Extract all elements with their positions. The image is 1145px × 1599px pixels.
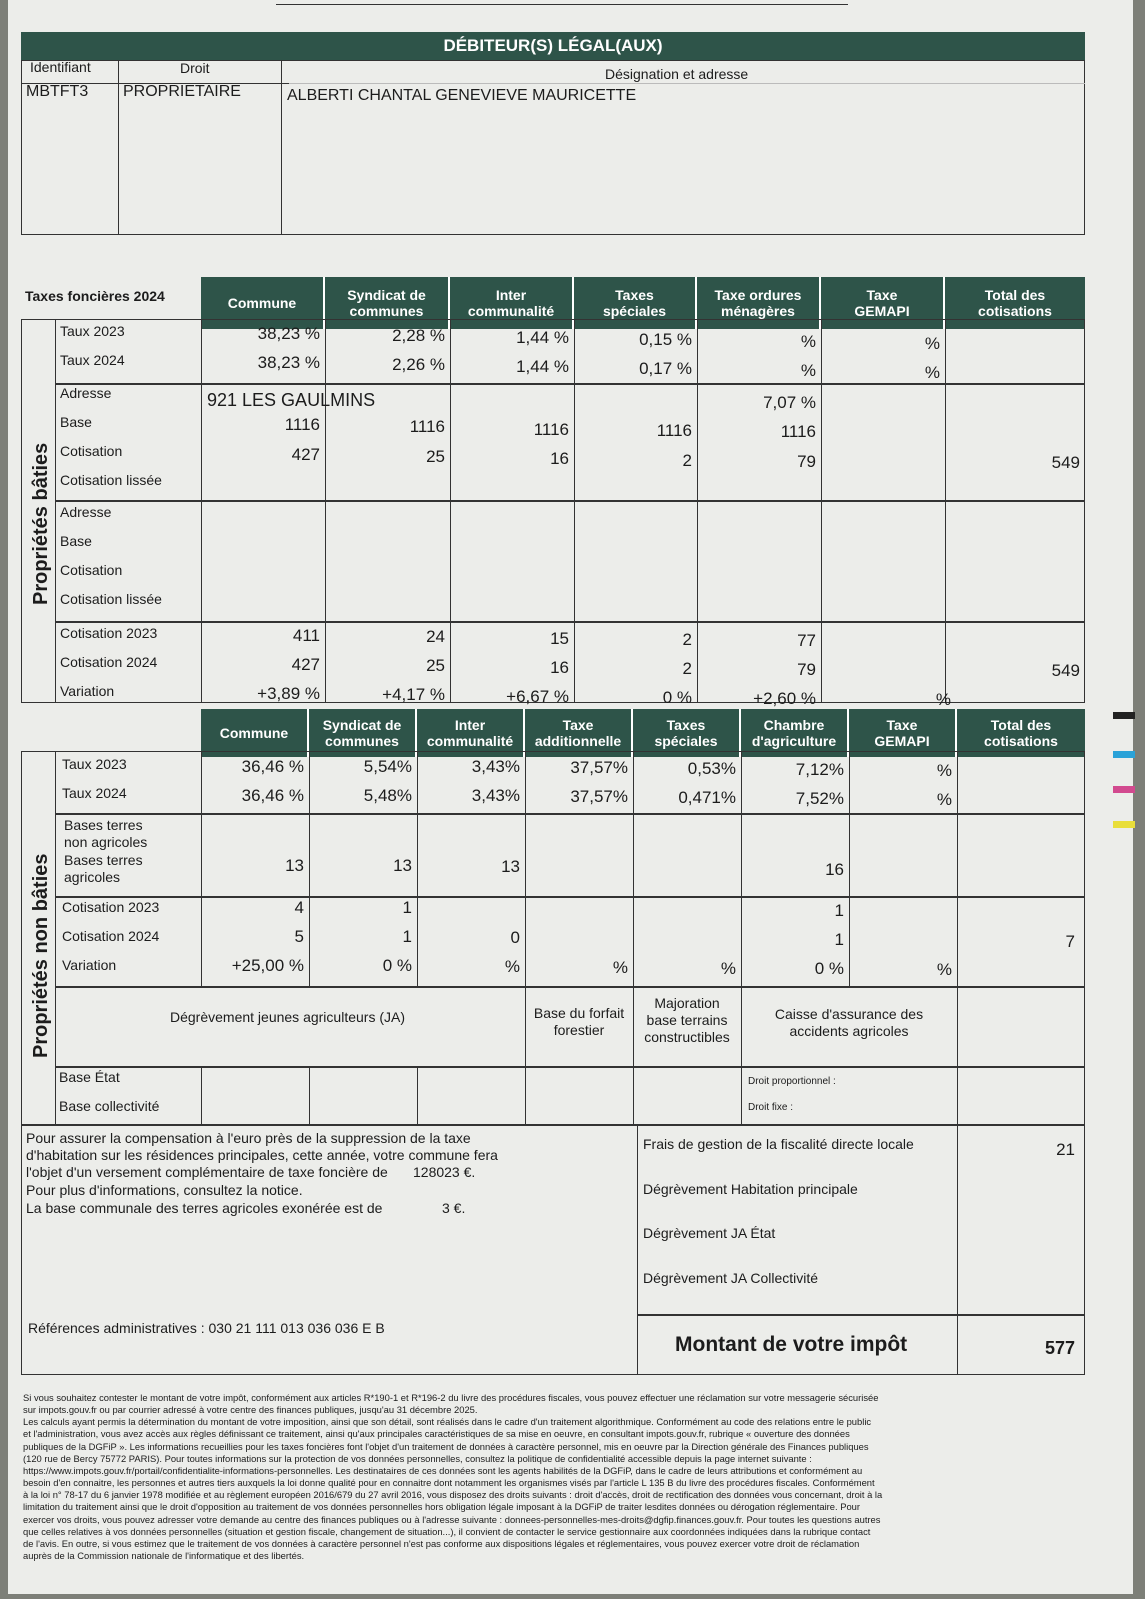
bati-taux-om-value: 7,07 % bbox=[763, 393, 816, 412]
nb-c24-syndicat: 1 bbox=[402, 927, 412, 946]
nb-t24-inter: 3,43% bbox=[471, 786, 520, 805]
bati-hdr-commune: Commune bbox=[201, 277, 325, 329]
bati-taux23-syndicat: 2,28 % bbox=[392, 326, 445, 345]
debiteurs-header bbox=[21, 32, 1085, 60]
nb-var-additionnelle: % bbox=[612, 958, 628, 977]
bati-taux23-ordures: % bbox=[800, 332, 816, 351]
col-designation: Désignation et adresse bbox=[605, 66, 749, 82]
frais-gestion-label: Frais de gestion de la fiscalité directe locale bbox=[643, 1136, 914, 1152]
degrevement-ja-heading: Dégrèvement jeunes agriculteurs (JA) bbox=[170, 1009, 405, 1025]
bati-taux23-commune: 38,23 % bbox=[257, 324, 320, 343]
legal-notice bbox=[23, 1392, 1063, 1562]
registration-mark-black bbox=[1113, 712, 1135, 719]
bati-var-gemapi: % bbox=[935, 690, 951, 709]
nb-hdr-gemapi: Taxe GEMAPI bbox=[849, 709, 957, 757]
nb-total: 7 bbox=[1065, 932, 1075, 951]
compensation-line-1: Pour assurer la compensation à l'euro près de la suppression de la taxe bbox=[26, 1130, 471, 1146]
bati-adresse-label: Adresse bbox=[60, 385, 112, 401]
nb-t23-commune: 36,46 % bbox=[241, 757, 304, 776]
bati-variation-label: Variation bbox=[60, 683, 115, 699]
base-forfait-forestier: Base du forfait forestier bbox=[533, 1005, 625, 1038]
bati-adresse2-label: Adresse bbox=[60, 504, 112, 520]
nb-c23-chambre: 1 bbox=[834, 901, 844, 920]
degrevement-ja-etat-label: Dégrèvement JA État bbox=[643, 1225, 776, 1241]
nb-t24-chambre: 7,52% bbox=[795, 789, 844, 808]
bati-c23-speciales: 2 bbox=[682, 630, 692, 649]
bati-summary-total: 549 bbox=[1051, 661, 1080, 680]
legal-line: exercer vos droits, vous pouvez adresser votre demande au centre des finances publiques ou à l'adresse suivante : donnees-personnelles-mes-droits@dgfip.finances.gouv.fr. Pour toutes les questions autres bbox=[23, 1513, 881, 1525]
legal-line: et l'administration, vous avez accès aux règles définissant ce traitement, ainsi qu'aux principales caractéristiques de sa mise en oeuvre, en consultant impots.gouv.fr, rubrique « ouverture des données bbox=[23, 1428, 850, 1440]
compensation-line-3: l'objet d'un versement complémentaire de taxe foncière de bbox=[26, 1164, 388, 1180]
legal-line: publiques de la DGFiP ». Les informations recueillies pour les taxes foncières font l'objet d'un traitement de données à caractère personnel, mis en oeuvre par la Direction générale des Finances publiques bbox=[23, 1440, 869, 1452]
bati-c23-ordures: 77 bbox=[797, 631, 816, 650]
nb-taux-2023-label: Taux 2023 bbox=[62, 756, 127, 772]
bati-taux24-syndicat: 2,26 % bbox=[392, 355, 445, 374]
bati-base-inter: 1116 bbox=[533, 420, 569, 439]
caisse-assurance: Caisse d'assurance des accidents agricoles bbox=[774, 1006, 924, 1039]
bati-var-ordures: +2,60 % bbox=[753, 689, 816, 708]
bati-taux24-gemapi: % bbox=[924, 363, 940, 382]
nb-t24-speciales: 0,471% bbox=[678, 788, 736, 807]
bati-c23-commune: 411 bbox=[292, 626, 320, 645]
nb-t23-inter: 3,43% bbox=[471, 757, 520, 776]
nb-var-syndicat: 0 % bbox=[382, 956, 412, 975]
bati-cot-ordures: 79 bbox=[797, 452, 816, 471]
bati-cotisation-lissee-label: Cotisation lissée bbox=[60, 472, 162, 488]
bati-hdr-total: Total des cotisations bbox=[978, 287, 1052, 319]
bati-base-label: Base bbox=[60, 414, 92, 430]
nb-t24-additionnelle: 37,57% bbox=[570, 787, 628, 806]
bati-c24-syndicat: 25 bbox=[426, 656, 445, 675]
nb-c24-inter: 0 bbox=[510, 928, 520, 947]
bati-cot-speciales: 2 bbox=[682, 451, 692, 470]
bati-var-speciales: 0 % bbox=[662, 688, 692, 707]
registration-mark-magenta bbox=[1113, 786, 1135, 793]
nb-t23-speciales: 0,53% bbox=[687, 759, 736, 778]
bati-cotisation-label: Cotisation bbox=[60, 443, 123, 459]
legal-line: auprès de la Commission nationale de l'informatique et des libertés. bbox=[23, 1550, 305, 1562]
legal-line: à la loi n° 78-17 du 6 janvier 1978 modifiée et au règlement européen 2016/679 du 27 avril 2016, vous disposez des droits suivants : droit d'accès, droit de rectification des données vous concernant, droit à la bbox=[23, 1489, 883, 1501]
legal-line: de l'avis. En outre, si vous estimez que le traitement de vos données à caractère personnel n'est pas conforme aux dispositions légales et réglementaires, vous pouvez exercer votre droit de réclamation bbox=[23, 1537, 860, 1549]
bati-taux24-ordures: % bbox=[800, 361, 816, 380]
nb-hdr-commune: Commune bbox=[201, 709, 309, 757]
nb-t24-syndicat: 5,48% bbox=[363, 786, 412, 805]
nb-taux-2024-label: Taux 2024 bbox=[62, 785, 127, 801]
nb-c24-chambre: 1 bbox=[834, 930, 844, 949]
legal-line: limitation du traitement ainsi que le droit d'opposition au traitement de vos données personnelles hors obligation légale imposant à la DGFiP de traiter lesdites données ou dérogation réglementaire. Pour bbox=[23, 1501, 861, 1513]
nb-var-chambre: 0 % bbox=[814, 959, 844, 978]
nb-base-inter: 13 bbox=[501, 857, 520, 876]
bati-base-ordures: 1116 bbox=[780, 422, 816, 441]
bati-cot2023-label: Cotisation 2023 bbox=[60, 625, 158, 641]
col-droit: Droit bbox=[180, 60, 210, 76]
references-administratives: Références administratives : 030 21 111 013 036 036 E B bbox=[28, 1320, 385, 1336]
bati-base-speciales: 1116 bbox=[656, 421, 692, 440]
registration-mark-yellow bbox=[1113, 821, 1135, 828]
bati-cot-commune: 427 bbox=[291, 445, 320, 464]
bati-cotisation-lissee2-label: Cotisation lissée bbox=[60, 591, 162, 607]
bati-hdr-syndicat: Syndicat de communes bbox=[325, 277, 450, 329]
debiteurs-title: DÉBITEUR(S) LÉGAL(AUX) bbox=[443, 36, 663, 55]
compensation-line-5: La base communale des terres agricoles exonérée est de bbox=[26, 1200, 383, 1216]
droit-proportionnel-label: Droit proportionnel : bbox=[748, 1076, 836, 1087]
bati-cot-syndicat: 25 bbox=[426, 447, 445, 466]
bati-block1-total: 549 bbox=[1051, 453, 1080, 472]
nb-hdr-inter: Inter communalité bbox=[417, 709, 525, 757]
bati-var-commune: +3,89 % bbox=[257, 684, 320, 703]
proprietes-non-baties-label: Propriétés non bâties bbox=[30, 853, 52, 1058]
bati-hdr-gemapi: Taxe GEMAPI bbox=[821, 277, 945, 329]
bati-var-inter: +6,67 % bbox=[506, 687, 569, 706]
legal-line: Les calculs ayant permis la détermination du montant de votre imposition, ainsi que son détail, sont réalisés dans le cadre d'un traitement algorithmique. Conformément au code des relations entre le public bbox=[23, 1416, 872, 1428]
nb-var-speciales: % bbox=[720, 959, 736, 978]
nb-hdr-total: Total des cotisations bbox=[984, 717, 1058, 749]
compensation-line-2: d'habitation sur les résidences principales, cette année, votre commune fera bbox=[26, 1147, 498, 1163]
bati-base-syndicat: 1116 bbox=[409, 417, 445, 436]
nb-c23-commune: 4 bbox=[294, 898, 304, 917]
tax-notice-page bbox=[8, 0, 1133, 1594]
bati-cotisation2-label: Cotisation bbox=[60, 562, 123, 578]
bati-c23-syndicat: 24 bbox=[426, 627, 445, 646]
bati-taux24-inter: 1,44 % bbox=[516, 357, 569, 376]
compensation-line-4: Pour plus d'informations, consultez la notice. bbox=[26, 1182, 303, 1198]
bati-c24-commune: 427 bbox=[291, 655, 320, 674]
top-rule bbox=[276, 4, 848, 5]
base-collectivite-label: Base collectivité bbox=[59, 1098, 160, 1114]
droit-fixe-label: Droit fixe : bbox=[748, 1102, 794, 1113]
nb-c24-commune: 5 bbox=[294, 927, 304, 946]
nb-hdr-syndicat: Syndicat de communes bbox=[309, 709, 417, 757]
nb-base-syndicat: 13 bbox=[393, 856, 412, 875]
bati-base2-label: Base bbox=[60, 533, 92, 549]
nb-bases-non-agricoles-label: Bases terres non agricoles bbox=[64, 817, 148, 850]
bati-cot2024-label: Cotisation 2024 bbox=[60, 654, 158, 670]
nb-t23-chambre: 7,12% bbox=[795, 760, 844, 779]
bati-c24-speciales: 2 bbox=[682, 659, 692, 678]
base-etat-label: Base État bbox=[59, 1069, 120, 1085]
bati-c24-inter: 16 bbox=[550, 658, 569, 677]
nb-var-gemapi: % bbox=[936, 960, 952, 979]
nb-hdr-additionnelle: Taxe additionnelle bbox=[525, 709, 633, 757]
legal-line: sur impots.gouv.fr ou par courrier adressé à votre centre des finances publiques, jusqu'au 31 décembre 2025. bbox=[23, 1404, 478, 1416]
nb-base-commune: 13 bbox=[285, 856, 304, 875]
nb-t23-additionnelle: 37,57% bbox=[570, 758, 628, 777]
bati-hdr-inter: Inter communalité bbox=[450, 277, 574, 329]
legal-line: Si vous souhaitez contester le montant de votre impôt, conformément aux articles R*190-1 et R*196-2 du livre des procédures fiscales, vous pouvez effectuer une réclamation sur votre messagerie sécurisée bbox=[23, 1392, 879, 1403]
registration-mark-cyan bbox=[1113, 751, 1135, 758]
majoration-terrains: Majoration base terrains constructibles bbox=[644, 995, 730, 1045]
nb-var-commune: +25,00 % bbox=[231, 956, 304, 975]
nb-t24-commune: 36,46 % bbox=[241, 786, 304, 805]
bati-taux24-commune: 38,23 % bbox=[257, 353, 320, 372]
nb-t24-gemapi: % bbox=[936, 790, 952, 809]
bati-taux-2024-label: Taux 2024 bbox=[60, 352, 125, 368]
bati-var-syndicat: +4,17 % bbox=[382, 685, 445, 704]
bati-taux24-speciales: 0,17 % bbox=[639, 359, 692, 378]
nb-hdr-speciales: Taxes spéciales bbox=[633, 709, 741, 757]
nb-var-inter: % bbox=[504, 957, 520, 976]
bati-taux23-inter: 1,44 % bbox=[516, 328, 569, 347]
frais-gestion-value: 21 bbox=[1056, 1140, 1075, 1159]
designation-value: ALBERTI CHANTAL GENEVIEVE MAURICETTE bbox=[287, 87, 637, 104]
bati-hdr-speciales: Taxes spéciales bbox=[574, 277, 697, 329]
bati-cot-inter: 16 bbox=[550, 449, 569, 468]
nb-cot2023-label: Cotisation 2023 bbox=[62, 899, 160, 915]
versement-value: 128023 €. bbox=[413, 1164, 476, 1180]
bati-taux-2023-label: Taux 2023 bbox=[60, 323, 125, 339]
bati-base-commune: 1116 bbox=[284, 415, 320, 434]
non-bati-header bbox=[201, 709, 1085, 757]
identifiant-value: MBTFT3 bbox=[26, 83, 89, 100]
degrevement-ja-collectivite-label: Dégrèvement JA Collectivité bbox=[643, 1270, 819, 1286]
bati-taux23-speciales: 0,15 % bbox=[639, 330, 692, 349]
bati-taux23-gemapi: % bbox=[924, 334, 940, 353]
bati-hdr-ordures: Taxe ordures ménagères bbox=[697, 277, 821, 329]
nb-base-chambre: 16 bbox=[825, 860, 844, 879]
nb-variation-label: Variation bbox=[62, 957, 117, 973]
nb-t23-syndicat: 5,54% bbox=[363, 757, 412, 776]
legal-line: besoin d'en connaitre, les personnes et autres tiers auxquels la loi donne qualité pour en connaitre dont notamment les organismes visés par l'article L 135 B du livre des procédures fiscales. Conformément bbox=[23, 1477, 875, 1489]
nb-bases-agricoles-label: Bases terres agricoles bbox=[64, 852, 143, 885]
base-exoneree-value: 3 €. bbox=[442, 1200, 466, 1216]
montant-impot-label: Montant de votre impôt bbox=[675, 1333, 908, 1356]
bati-c24-ordures: 79 bbox=[797, 660, 816, 679]
legal-line: (120 rue de Bercy 75772 PARIS). Pour toutes informations sur la protection de vos données personnelles, consultez la politique de confidentialité accessible depuis la page internet suivante : bbox=[23, 1452, 812, 1464]
montant-impot-value: 577 bbox=[1044, 1338, 1075, 1358]
degrevement-habitation-label: Dégrèvement Habitation principale bbox=[643, 1181, 858, 1197]
bati-adresse-value: 921 LES GAULMINS bbox=[207, 390, 376, 410]
legal-line: https://www.impots.gouv.fr/portail/confidentialite-informations-personnelles. Les destinataires de ces données sont les agents habilités de la DGFiP, dans le cadre de leurs attributions et conformément au bbox=[23, 1464, 863, 1476]
col-identifiant: Identifiant bbox=[30, 59, 91, 75]
nb-t23-gemapi: % bbox=[936, 761, 952, 780]
taxes-foncieres-heading: Taxes foncières 2024 bbox=[25, 288, 165, 304]
legal-line: que celles relatives à vos données personnelles (situation et gestion fiscale, changement de situation...), il convient de contacter le service gestionnaire aux coordonnées indiquées dans la rubrique contact bbox=[23, 1525, 871, 1537]
nb-c23-syndicat: 1 bbox=[402, 898, 412, 917]
bati-c23-inter: 15 bbox=[550, 629, 569, 648]
nb-hdr-chambre: Chambre d'agriculture bbox=[741, 709, 849, 757]
nb-cot2024-label: Cotisation 2024 bbox=[62, 928, 160, 944]
droit-value: PROPRIETAIRE bbox=[123, 83, 241, 100]
proprietes-baties-label: Propriétés bâties bbox=[30, 442, 52, 605]
